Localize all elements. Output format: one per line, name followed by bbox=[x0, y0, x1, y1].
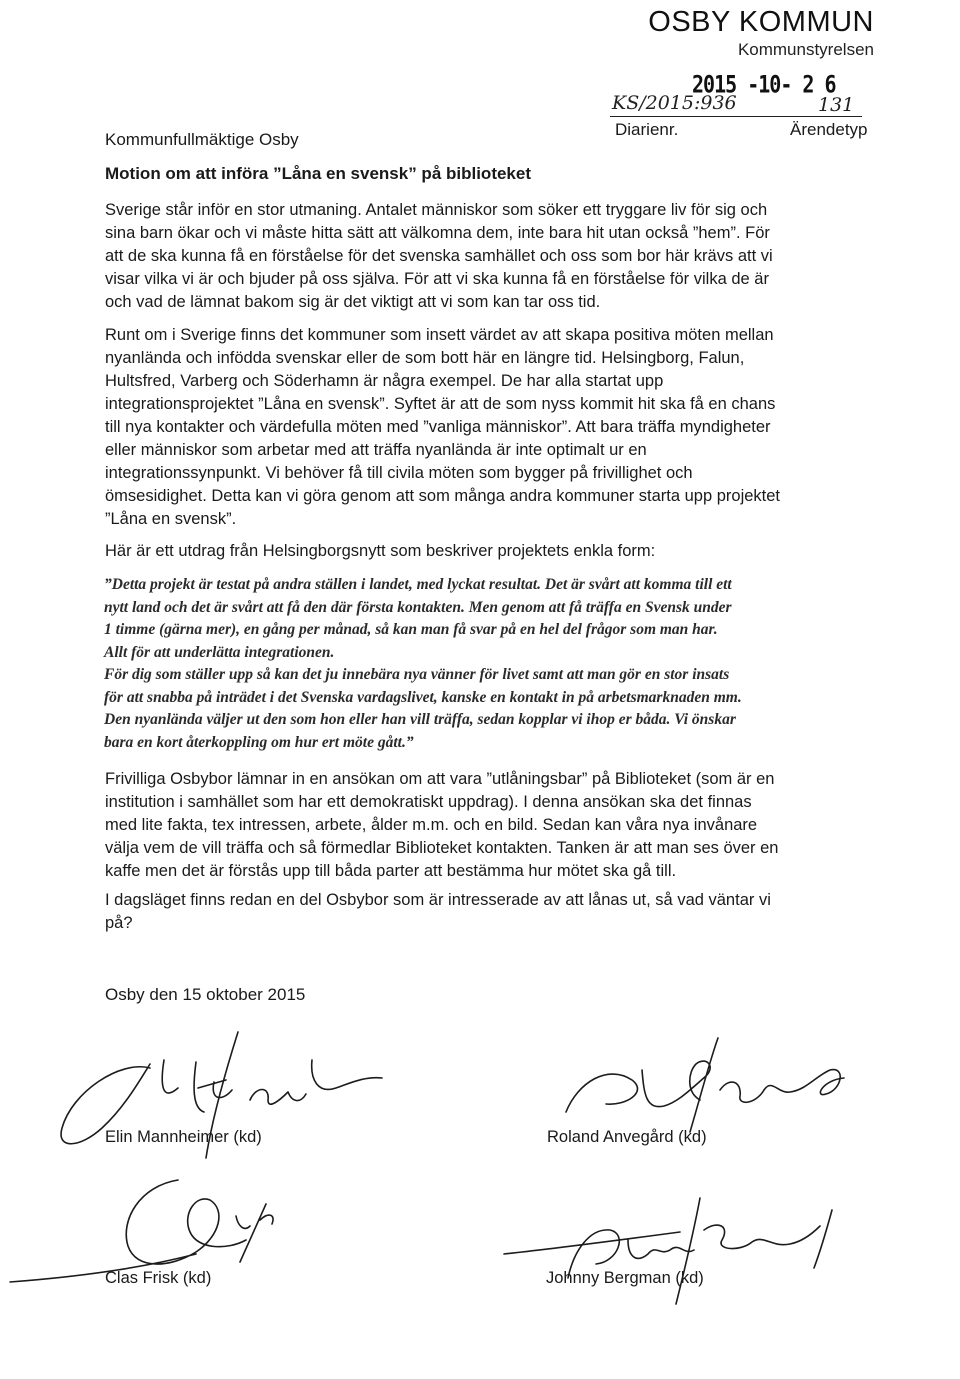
text-line: integrationssynpunkt. Vi behöver få till civila möten som bygger på frivillighet och bbox=[105, 464, 693, 482]
text-line: nyanlända och infödda svenskar eller de som bott här en längre tid. Helsingborg, Falun, bbox=[105, 349, 745, 367]
signatory-name: Roland Anvegård (kd) bbox=[547, 1128, 707, 1146]
case-number: KS/2015:936 bbox=[612, 92, 737, 114]
text-line: Sverige står inför en stor utmaning. Antalet människor som söker ett tryggare liv för sig och bbox=[105, 201, 768, 219]
label-arendetyp: Ärendetyp bbox=[790, 120, 868, 139]
quote-line: För dig som ställer upp så kan det ju innebära nya vänner för livet samt att man gör en stor insats bbox=[104, 666, 730, 683]
text-line: integrationsprojektet ”Låna en svensk”. Syftet är att de som nyss kommit hit ska få en chans bbox=[105, 395, 776, 413]
document-type-code: 131 bbox=[818, 94, 855, 116]
text-line: Frivilliga Osbybor lämnar in en ansökan om att vara ”utlåningsbar” på Biblioteket (som är en bbox=[105, 770, 775, 788]
text-line: eller människor som arbetar med att träffa nyanlända är inte optimalt ur en bbox=[105, 441, 647, 459]
recipient: Kommunfullmäktige Osby bbox=[105, 130, 299, 149]
text-line: att de ska kunna få en förståelse för det svenska samhället och oss som bor här krävs att vi bbox=[105, 247, 773, 265]
quote-line: nytt land och det är svårt att få den där första kontakten. Men genom att få träffa en Svensk under bbox=[104, 598, 732, 616]
quote-line: för att snabba på inträdet i det Svenska vardagslivet, kanske en kontakt in på arbetsmarknaden mm. bbox=[104, 688, 742, 706]
place-and-date: Osby den 15 oktober 2015 bbox=[105, 985, 306, 1004]
text-line: kaffe men det är förstås upp till båda parter att bestämma hur mötet ska gå till. bbox=[105, 862, 677, 880]
signatory-name: Clas Frisk (kd) bbox=[105, 1269, 212, 1287]
signature-clas-frisk bbox=[10, 1180, 273, 1282]
text-line: Här är ett utdrag från Helsingborgsnytt som beskriver projektets enkla form: bbox=[105, 542, 656, 560]
department-name: Kommunstyrelsen bbox=[737, 40, 874, 59]
text-line: ”Låna en svensk”. bbox=[105, 510, 237, 528]
quote-line: Allt för att underlätta integrationen. bbox=[104, 643, 335, 661]
organization-name: OSBY KOMMUN bbox=[648, 6, 874, 38]
text-line: visar vilka vi är och bjuder på oss själva. För att vi ska kunna få en förståelse för vilka de är bbox=[105, 270, 769, 288]
text-line: välja vem de vill träffa och så förmedlar Biblioteket kontakten. Tanken är att man ses över en bbox=[105, 839, 779, 857]
quote-line: bara en kort återkoppling om hur ert möte gått.” bbox=[104, 733, 414, 751]
text-line: på? bbox=[105, 914, 133, 932]
motion-title: Motion om att införa ”Låna en svensk” på biblioteket bbox=[105, 164, 532, 183]
signature-roland-anvegard bbox=[566, 1038, 844, 1132]
label-diarienr: Diarienr. bbox=[615, 120, 679, 139]
signatory-name: Johnny Bergman (kd) bbox=[546, 1269, 704, 1287]
quote-line: 1 timme (gärna mer), en gång per månad, så kan man få svar på en hel del frågor som man har. bbox=[104, 621, 718, 638]
quote-line: Den nyanlända väljer ut den som hon eller han vill träffa, sedan kopplar vi ihop er båda. Vi önskar bbox=[104, 711, 736, 728]
text-line: institution i samhället som har ett demokratiskt uppdrag). I denna ansökan ska det finnas bbox=[105, 793, 752, 811]
text-line: ömsesidighet. Detta kan vi göra genom att som många andra kommuner starta upp projektet bbox=[105, 487, 781, 505]
text-line: sina barn ökar och vi måste hitta sätt att välkomna dem, inte bara hit utan också ”hem”. För bbox=[105, 224, 770, 242]
quote-line: ”Detta projekt är testat på andra ställen i landet, med lyckat resultat. Det är svårt att komma till ett bbox=[104, 576, 732, 593]
text-line: och vad de lämnat bakom sig är det viktigt att vi som kan tar oss tid. bbox=[105, 293, 601, 311]
text-line: I dagsläget finns redan en del Osbybor som är intresserade av att lånas ut, så vad väntar vi bbox=[105, 891, 771, 909]
text-line: Hultsfred, Varberg och Söderhamn är några exempel. De har alla startat upp bbox=[105, 372, 664, 390]
text-line: till nya kontakter och värdefulla möten med ”vanliga människor”. Att bara träffa myndigheter bbox=[105, 418, 771, 436]
text-line: med lite fakta, tex intressen, arbete, ålder m.m. och en bild. Sedan kan våra nya invånare bbox=[105, 816, 758, 834]
signature-johnny-bergman bbox=[504, 1198, 832, 1304]
signatory-name: Elin Mannheimer (kd) bbox=[105, 1128, 262, 1146]
text-line: Runt om i Sverige finns det kommuner som insett värdet av att skapa positiva möten mellan bbox=[105, 326, 774, 344]
received-date-stamp: 2015 -10- 2 6 bbox=[692, 69, 836, 99]
